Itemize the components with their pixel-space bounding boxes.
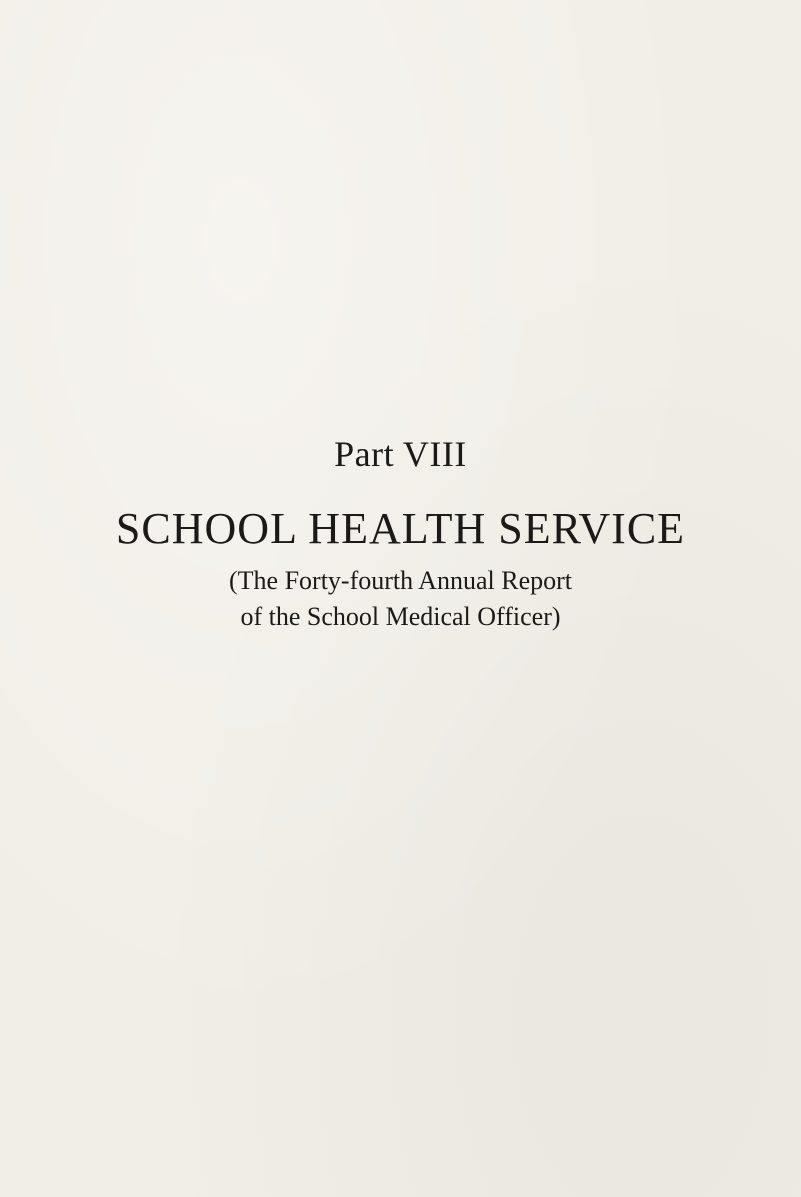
- page-title: SCHOOL HEALTH SERVICE: [115, 504, 686, 553]
- part-heading: Part VIII: [334, 434, 467, 474]
- subtitle-line-2: of the School Medical Officer): [240, 602, 561, 631]
- subtitle-line-1: (The Forty-fourth Annual Report: [229, 566, 572, 595]
